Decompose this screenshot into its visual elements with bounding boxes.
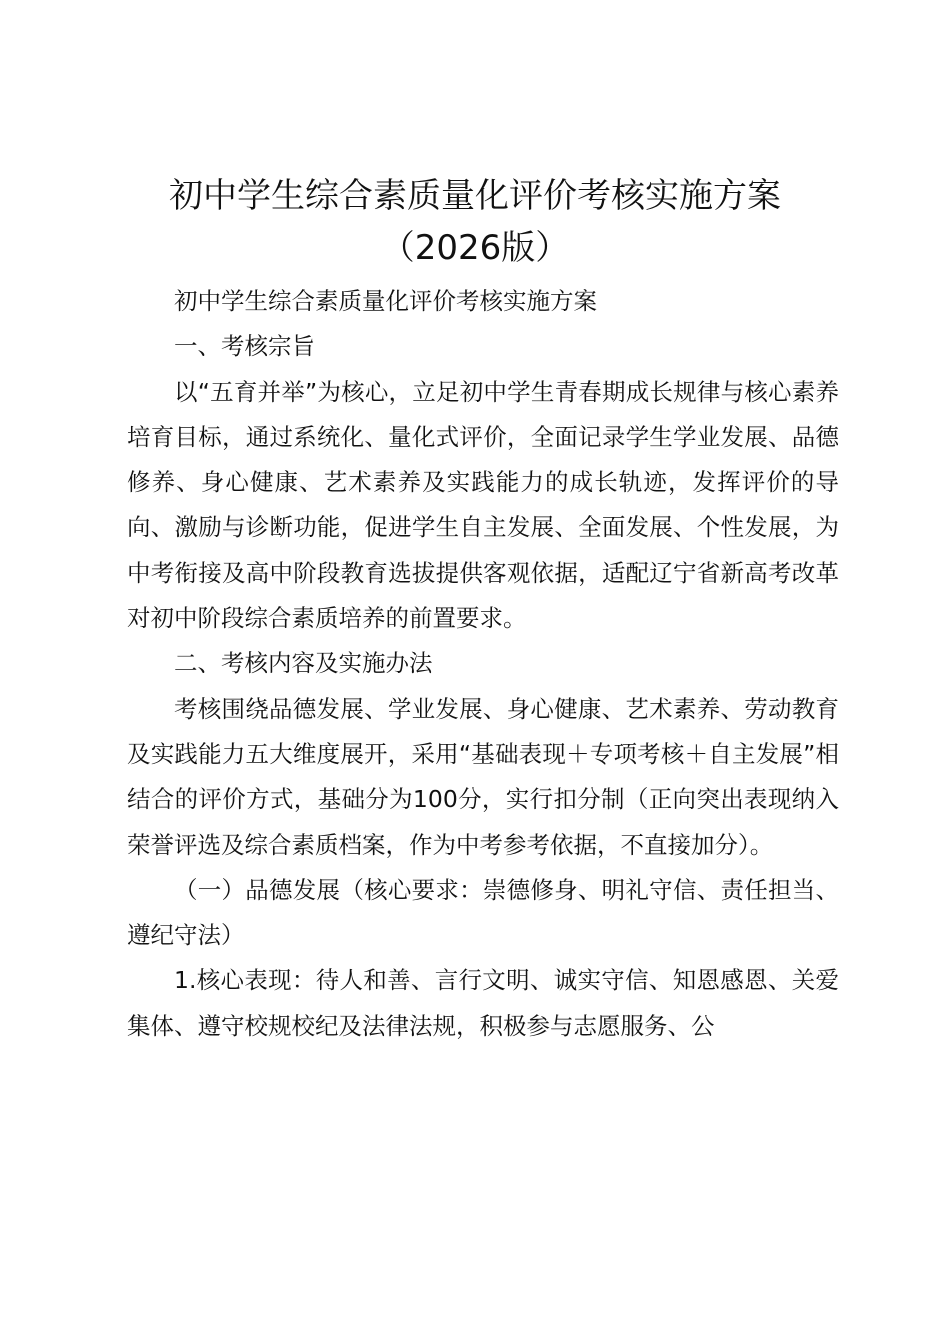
document-body bbox=[127, 279, 839, 1049]
section-heading-purpose: 一、考核宗旨 bbox=[174, 332, 315, 361]
section-heading-content: 二、考核内容及实施办法 bbox=[174, 649, 433, 678]
paragraph-core-performance: 1.核心表现：待人和善、言行文明、诚实守信、知恩感恩、关爱集体、遵守校规校纪及法律法规，积极参与志愿服务、公 bbox=[127, 966, 839, 1040]
document-title: 初中学生综合素质量化评价考核实施方案 bbox=[169, 176, 781, 216]
paragraph-subtitle: 初中学生综合素质量化评价考核实施方案 bbox=[174, 287, 597, 315]
subsection-heading-moral: （一）品德发展（核心要求：崇德修身、明礼守信、责任担当、遵纪守法） bbox=[127, 875, 839, 950]
paragraph-content: 考核围绕品德发展、学业发展、身心健康、艺术素养、劳动教育及实践能力五大维度展开，采用“基础表现＋专项考核＋自主发展”相结合的评价方式，基础分为100分，实行扣分制（正向突出表现纳入荣誉评选及综合素质档案，作为中考参考依据，不直接加分）。 bbox=[127, 694, 839, 859]
paragraph-purpose: 以“五育并举”为核心，立足初中学生青春期成长规律与核心素养培育目标，通过系统化、量化式评价，全面记录学生学业发展、品德修养、身心健康、艺术素养及实践能力的成长轨迹，发挥评价的导向、激励与诊断功能，促进学生自主发展、全面发展、个性发展，为中考衔接及高中阶段教育选拔提供客观依据，适配辽宁省新高考改革对初中阶段综合素质培养的前置要求。 bbox=[127, 377, 839, 633]
document-title-edition: （2026版） bbox=[380, 228, 570, 268]
